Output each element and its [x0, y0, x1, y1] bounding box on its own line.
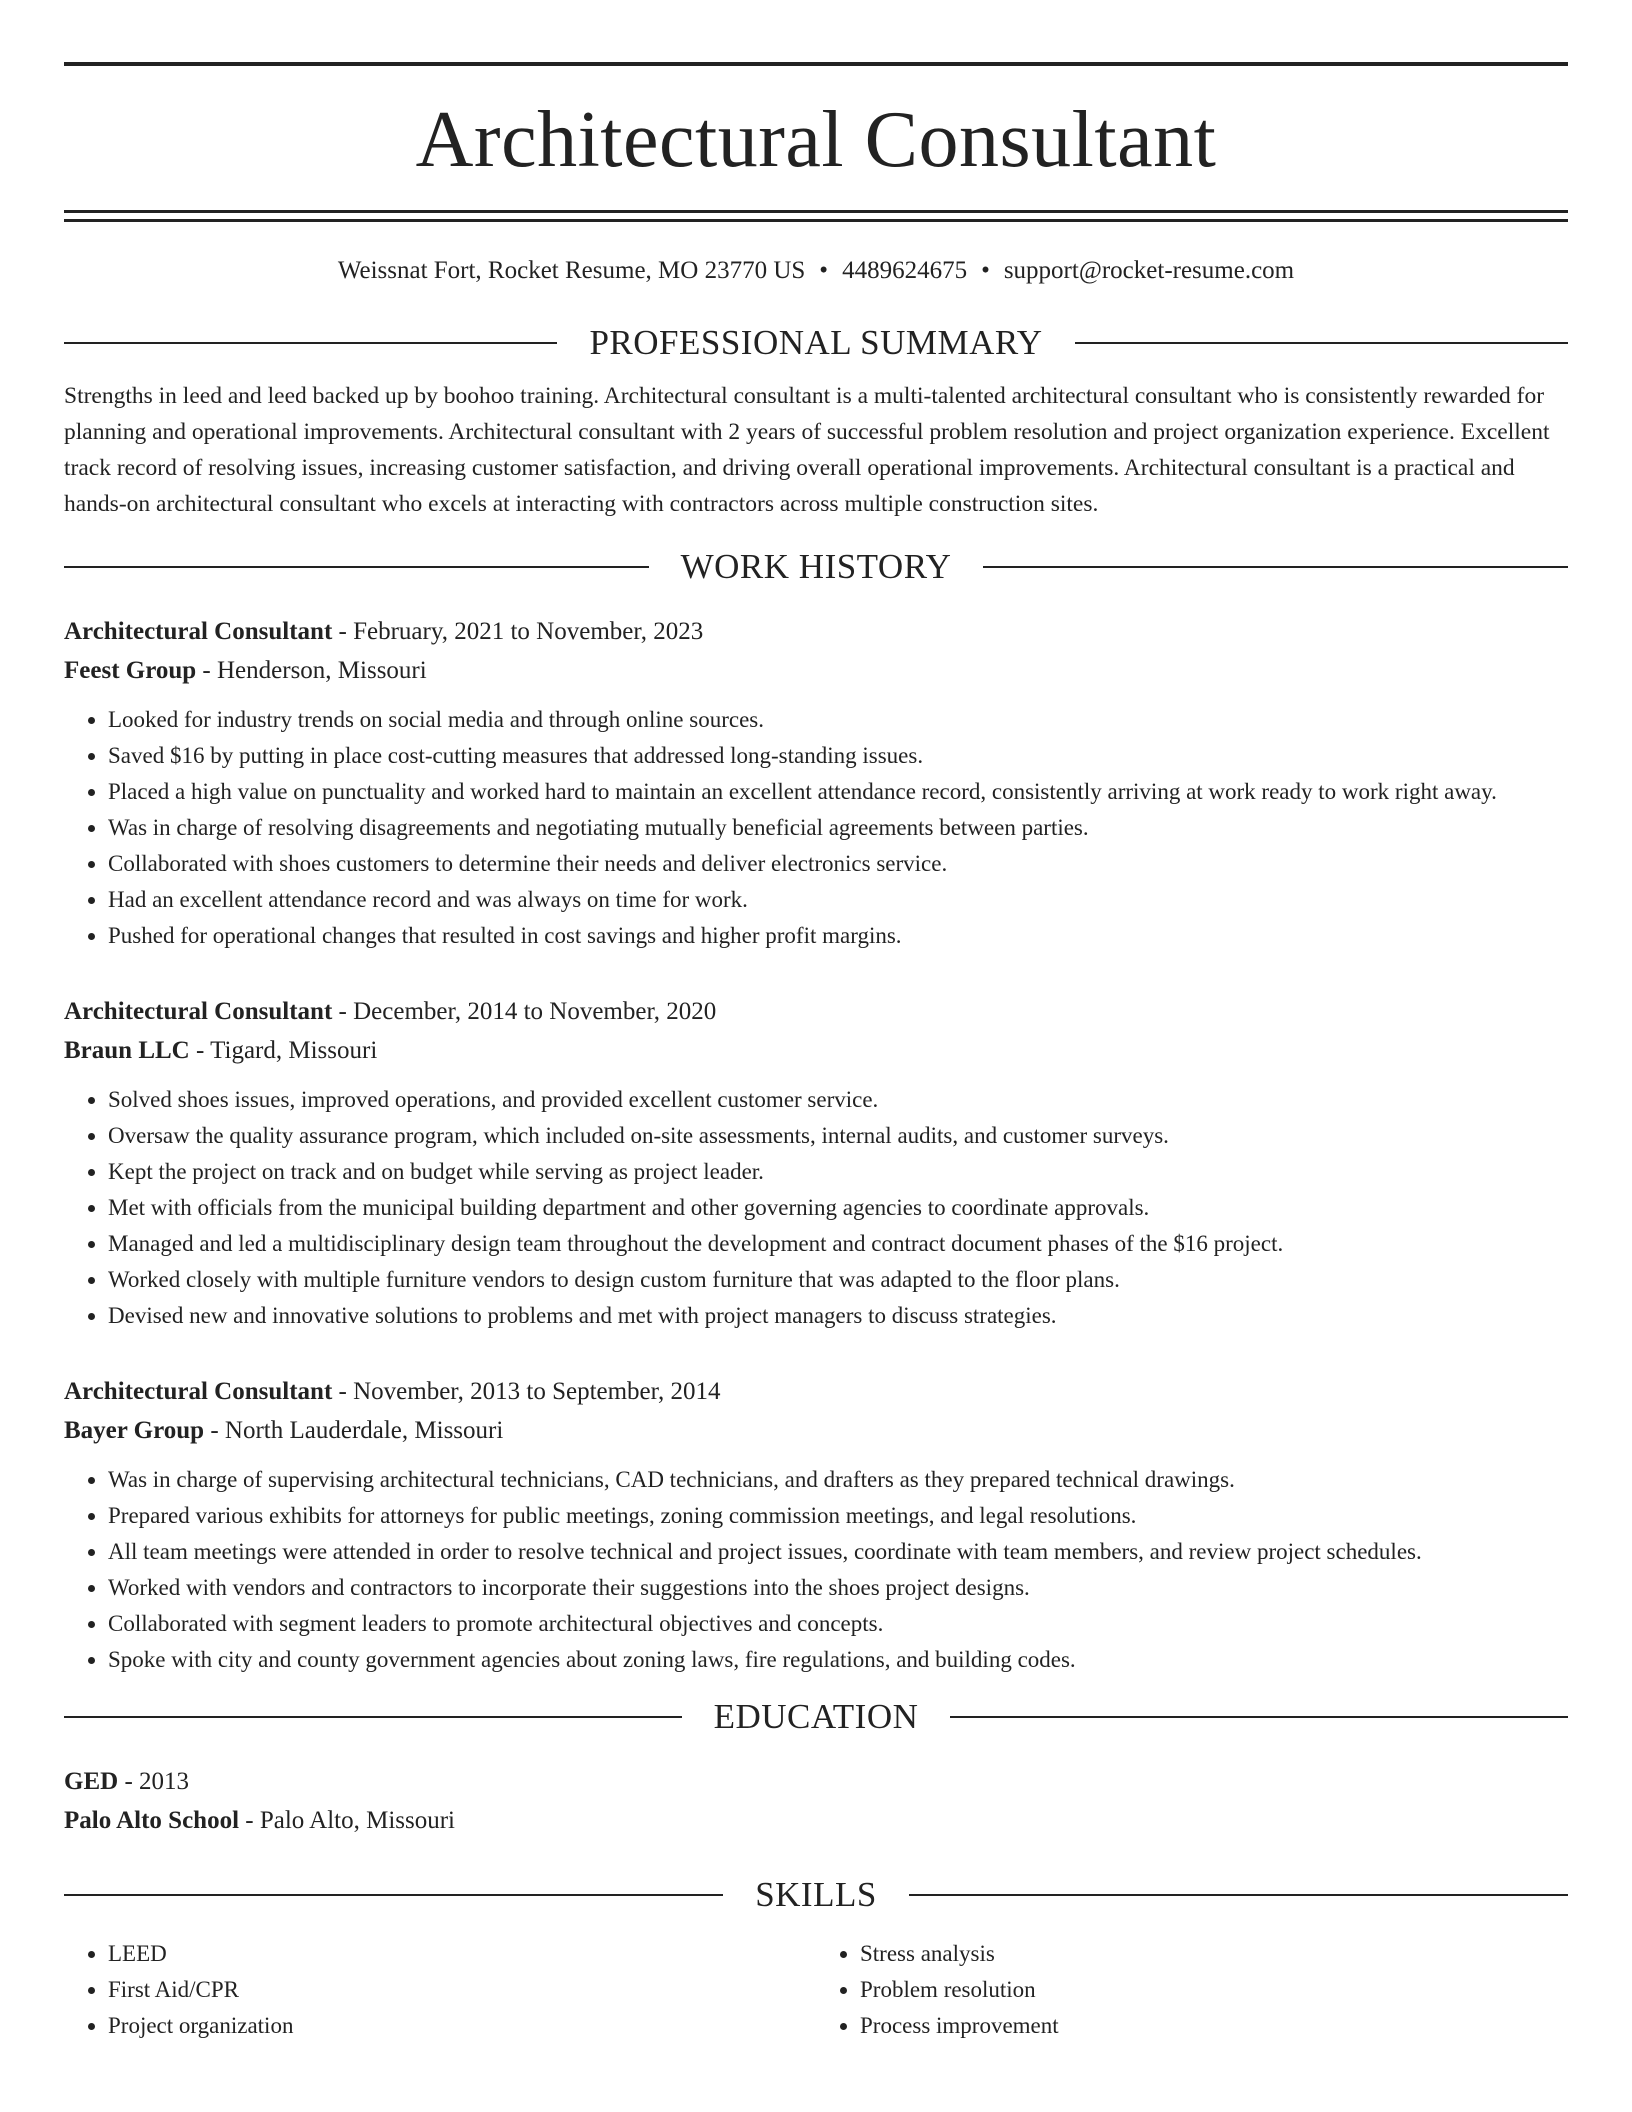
- education-school: Palo Alto School: [64, 1806, 240, 1834]
- section-rule-left: [64, 342, 557, 344]
- job-bullet: • All team meetings were attended in order to resolve technical and project issues, coordinate with team members, and review project schedules.: [108, 1534, 1568, 1570]
- job-company-line: [64, 1031, 1568, 1070]
- job-location: - Tigard, Missouri: [189, 1036, 378, 1064]
- job-bullet: • Pushed for operational changes that resulted in cost savings and higher profit margins.: [108, 918, 1568, 954]
- job-bullet: • Worked with vendors and contractors to incorporate their suggestions into the shoes project designs.: [108, 1570, 1568, 1606]
- section-rule-right: [909, 1894, 1568, 1896]
- job-entry: [64, 992, 1568, 1334]
- job-bullet: • Was in charge of supervising architectural technicians, CAD technicians, and drafters as they prepared technical drawings.: [108, 1462, 1568, 1498]
- job-title-line: [64, 612, 1568, 651]
- education-entry: [64, 1762, 1568, 1840]
- skill-item: • Process improvement: [860, 2008, 1568, 2044]
- resume-name: Architectural Consultant: [415, 96, 1217, 184]
- section-rule-left: [64, 1894, 723, 1896]
- skill-item: • Stress analysis: [860, 1936, 1568, 1972]
- section-header-work: [64, 546, 1568, 588]
- education-location: - Palo Alto, Missouri: [239, 1806, 456, 1834]
- contact-address: Weissnat Fort, Rocket Resume, MO 23770 US: [337, 257, 806, 284]
- job-entry: [64, 1372, 1568, 1678]
- job-bullet: • Had an excellent attendance record and was always on time for work.: [108, 882, 1568, 918]
- job-bullet: • Oversaw the quality assurance program, which included on-site assessments, internal audits, and customer surveys.: [108, 1118, 1568, 1154]
- job-bullet: • Placed a high value on punctuality and worked hard to maintain an excellent attendance record, consistently arriving at work ready to work right away.: [108, 774, 1568, 810]
- job-company-line: [64, 1411, 1568, 1450]
- job-bullet: • Spoke with city and county government agencies about zoning laws, fire regulations, and building codes.: [108, 1642, 1568, 1678]
- job-company-line: [64, 651, 1568, 690]
- job-dates: - December, 2014 to November, 2020: [332, 997, 717, 1025]
- job-title: Architectural Consultant: [64, 997, 333, 1025]
- job-entry: [64, 612, 1568, 954]
- job-bullet: • Saved $16 by putting in place cost-cutting measures that addressed long-standing issues.: [108, 738, 1568, 774]
- section-rule-left: [64, 1716, 682, 1718]
- job-bullet: • Devised new and innovative solutions to problems and met with project managers to discuss strategies.: [108, 1298, 1568, 1334]
- summary-text: Strengths in leed and leed backed up by boohoo training. Architectural consultant is a multi-talented architectural consultant who is consistently rewarded for planning and operational improvements. Architectural consultant with 2 years of successful problem resolution and project organization experience. Excellent track record of resolving issues, increasing customer satisfaction, and driving overall operational improvements. Architectural consultant is a practical and hands-on architectural consultant who excels at interacting with contractors across multiple construction sites.: [64, 383, 1550, 517]
- section-rule-right: [950, 1716, 1568, 1718]
- job-title-line: [64, 1372, 1568, 1411]
- job-bullet: • Solved shoes issues, improved operations, and provided excellent customer service.: [108, 1082, 1568, 1118]
- section-title-skills: SKILLS: [755, 1874, 877, 1914]
- job-bullets: [64, 702, 1568, 954]
- job-bullet: • Collaborated with shoes customers to determine their needs and deliver electronics service.: [108, 846, 1568, 882]
- skill-item: • Project organization: [108, 2008, 816, 2044]
- skill-item: • First Aid/CPR: [108, 1972, 816, 2008]
- job-dates: - November, 2013 to September, 2014: [332, 1377, 721, 1405]
- section-title-education: EDUCATION: [713, 1696, 919, 1736]
- job-bullet: • Prepared various exhibits for attorneys for public meetings, zoning commission meetings, and legal resolutions.: [108, 1498, 1568, 1534]
- contact-email: support@rocket-resume.com: [1003, 257, 1295, 284]
- section-title-summary: PROFESSIONAL SUMMARY: [589, 323, 1043, 362]
- job-title: Architectural Consultant: [64, 617, 333, 645]
- section-rule-right: [1075, 342, 1568, 344]
- job-bullet: • Met with officials from the municipal building department and other governing agencies to coordinate approvals.: [108, 1190, 1568, 1226]
- education-school-line: [64, 1801, 1568, 1840]
- education-degree-line: [64, 1762, 1568, 1801]
- contact-separator: •: [819, 257, 829, 284]
- job-company: Feest Group: [64, 656, 197, 684]
- job-title: Architectural Consultant: [64, 1377, 333, 1405]
- contact-line: [64, 256, 1568, 286]
- job-company: Braun LLC: [64, 1036, 190, 1064]
- skills-list: [64, 1936, 1568, 2044]
- section-rule-left: [64, 566, 649, 568]
- education-degree: GED: [64, 1767, 119, 1795]
- section-header-education: [64, 1696, 1568, 1738]
- contact-separator: •: [981, 257, 990, 284]
- job-bullet: • Was in charge of resolving disagreements and negotiating mutually beneficial agreements between parties.: [108, 810, 1568, 846]
- job-location: - Henderson, Missouri: [196, 656, 427, 684]
- section-rule-right: [983, 566, 1568, 568]
- job-bullets: [64, 1462, 1568, 1678]
- skill-item: • Problem resolution: [860, 1972, 1568, 2008]
- job-bullet: • Worked closely with multiple furniture vendors to design custom furniture that was adapted to the floor plans.: [108, 1262, 1568, 1298]
- job-title-line: [64, 992, 1568, 1031]
- double-rule: [64, 210, 1568, 222]
- job-bullet: • Kept the project on track and on budget while serving as project leader.: [108, 1154, 1568, 1190]
- contact-phone: 4489624675: [842, 257, 968, 284]
- skills-column-right: [816, 1936, 1568, 2044]
- section-title-work: WORK HISTORY: [680, 546, 952, 586]
- skills-column-left: [64, 1936, 816, 2044]
- job-bullet: • Collaborated with segment leaders to promote architectural objectives and concepts.: [108, 1606, 1568, 1642]
- job-bullet: • Managed and led a multidisciplinary design team throughout the development and contract document phases of the $16 project.: [108, 1226, 1568, 1262]
- section-header-skills: [64, 1874, 1568, 1916]
- job-location: - North Lauderdale, Missouri: [204, 1416, 504, 1444]
- skill-item: • LEED: [108, 1936, 816, 1972]
- job-dates: - February, 2021 to November, 2023: [332, 617, 704, 645]
- resume-page: [64, 0, 1568, 2044]
- job-company: Bayer Group: [64, 1416, 205, 1444]
- education-year: - 2013: [118, 1767, 190, 1795]
- top-rule: [64, 62, 1568, 66]
- job-bullets: [64, 1082, 1568, 1334]
- section-header-summary: [64, 322, 1568, 364]
- job-bullet: • Looked for industry trends on social media and through online sources.: [108, 702, 1568, 738]
